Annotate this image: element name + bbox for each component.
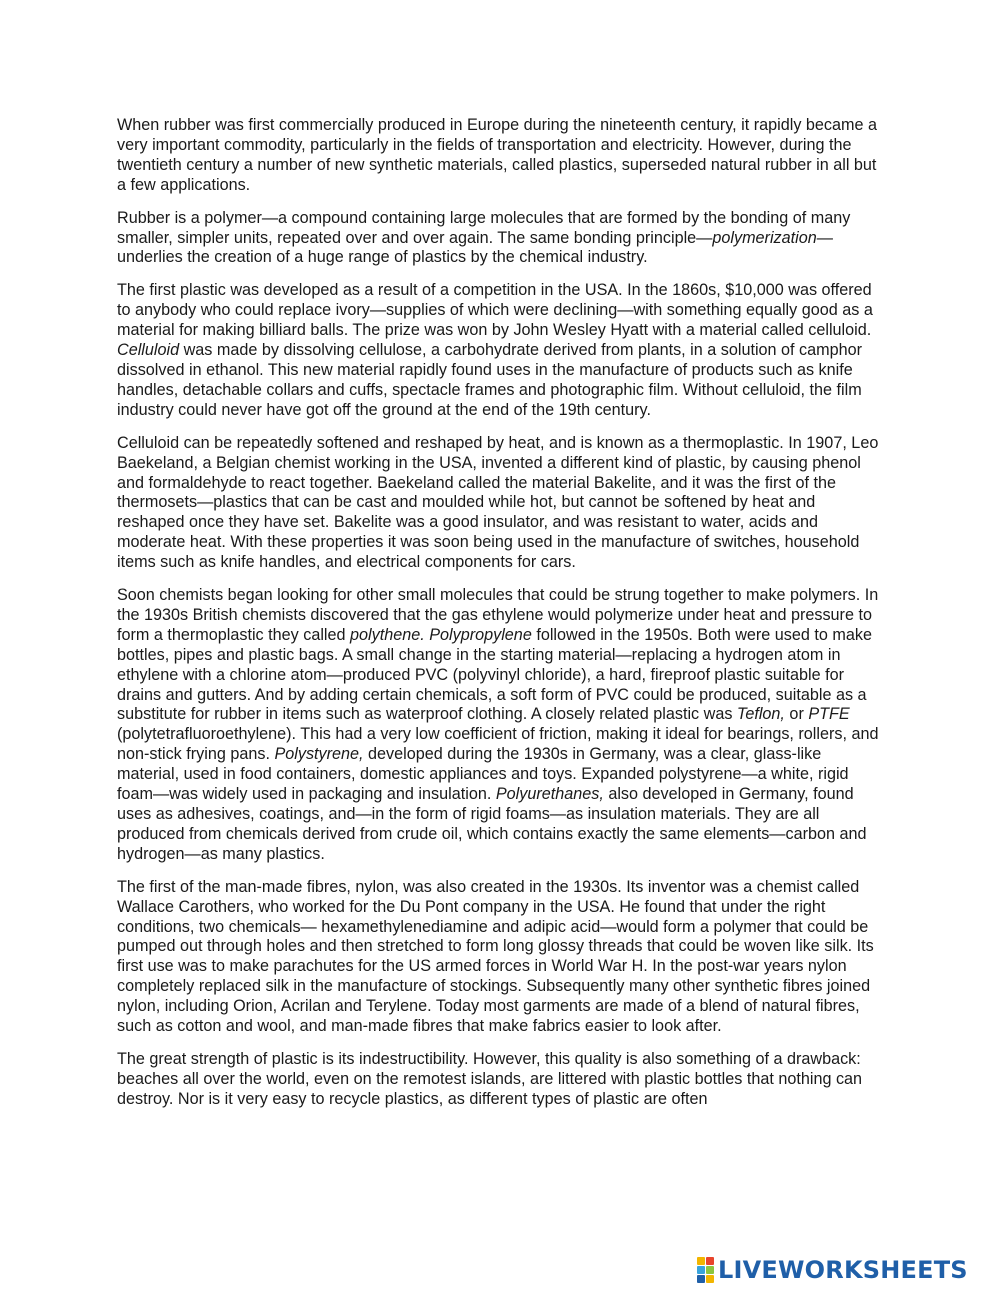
article-body — [117, 116, 885, 1123]
paragraph — [117, 1050, 885, 1110]
italic-term: polymerization — [712, 228, 817, 247]
paragraph — [117, 586, 885, 865]
italic-term: PTFE — [808, 705, 850, 724]
italic-term: Teflon, — [736, 705, 785, 724]
italic-term: polythene. Polypropylene — [350, 625, 532, 644]
text-run: or — [784, 705, 809, 724]
liveworksheets-logo — [697, 1255, 968, 1285]
text-run: Rubber is a polymer—a compound containing large molecules that are formed by the bonding of many smaller, simpler units, repeated over and over again. The same bonding principle— — [117, 208, 851, 247]
text-run: Celluloid can be repeatedly softened and reshaped by heat, and is known as a thermoplastic. In 1907, Leo Baekeland, a Belgian chemist working in the USA, invented a different kind of plastic, by causing phenol and formaldehyde to react together. Baekeland called the material Bakelite, and it was the first of the thermosets—plastics that can be cast and moulded while hot, but cannot be softened by heat and reshaped once they have set. Bakelite was a good insulator, and was resistant to water, acids and moderate heat. With these properties it was soon being used in the manufacture of switches, household items such as knife handles, and electrical components for cars. — [117, 433, 879, 572]
text-run: —underlies the creation of a huge range of plastics by the chemical industry. — [117, 228, 833, 267]
text-run: also developed in Germany, found uses as adhesives, coatings, and—in the form of rigid foams—as insulation materials. They are all produced from chemicals derived from crude oil, which contains exactly the same elements—carbon and hydrogen—as many plastics. — [117, 785, 867, 863]
paragraph — [117, 878, 885, 1037]
italic-term: Polyurethanes, — [495, 785, 604, 804]
text-run: The first plastic was developed as a result of a competition in the USA. In the 1860s, $10,000 was offered to anybody who could replace ivory—supplies of which were declining—with something equally good as a material for making billiard balls. The prize was won by John Wesley Hyatt with a material called celluloid. — [117, 281, 873, 340]
text-run: (polytetrafluoroethylene). This had a very low coefficient of friction, making it ideal for bearings, rollers, and non-stick frying pans. — [117, 725, 879, 764]
brand-name: LIVEWORKSHEETS — [718, 1256, 968, 1284]
text-run: was made by dissolving cellulose, a carbohydrate derived from plants, in a solution of camphor dissolved in ethanol. This new material rapidly found uses in the manufacture of products such as knife handles, detachable collars and cuffs, spectacle frames and photographic film. Without celluloid, the film industry could never have got off the ground at the end of the 19th century. — [117, 341, 863, 419]
text-run: followed in the 1950s. Both were used to make bottles, pipes and plastic bags. A small change in the starting material—replacing a hydrogen atom in ethylene with a chlorine atom—produced PVC (polyvinyl chloride), a hard, fireproof plastic suitable for drains and gutters. And by adding certain chemicals, a soft form of PVC could be produced, suitable as a substitute for rubber in items such as waterproof clothing. A closely related plastic was — [117, 625, 872, 724]
text-run: developed during the 1930s in Germany, was a clear, glass-like material, used in food containers, domestic appliances and toys. Expanded polystyrene—a white, rigid foam—was widely used in packaging and insulation. — [117, 745, 849, 804]
text-run: The great strength of plastic is its indestructibility. However, this quality is also something of a drawback: beaches all over the world, even on the remotest islands, are littered with plastic bottles that nothing can destroy. Nor is it very easy to recycle plastics, as different types of plastic are often — [117, 1049, 863, 1108]
italic-term: Celluloid — [117, 341, 180, 360]
text-run: The first of the man-made fibres, nylon, was also created in the 1930s. Its inventor was a chemist called Wallace Carothers, who worked for the Du Pont company in the USA. He found that under the right conditions, two chemicals— hexamethylenediamine and adipic acid—would form a polymer that could be pumped out through holes and then stretched to form long glossy threads that could be woven like silk. Its first use was to make parachutes for the US armed forces in World War H. In the post-war years nylon completely replaced silk in the manufacture of stockings. Subsequently many other synthetic fibres joined nylon, including Orion, Acrilan and Terylene. Today most garments are made of a blend of natural fibres, such as cotton and wool, and man-made fibres that make fabrics easier to look after. — [117, 877, 874, 1036]
liveworksheets-mark-icon — [697, 1257, 714, 1283]
text-run: Soon chemists began looking for other small molecules that could be strung together to make polymers. In the 1930s British chemists discovered that the gas ethylene would polymerize under heat and pressure to form a thermoplastic they called — [117, 586, 879, 644]
italic-term: Polystyrene, — [274, 745, 364, 764]
paragraph — [117, 434, 885, 573]
paragraph — [117, 281, 885, 420]
paragraph — [117, 209, 885, 269]
text-run: When rubber was first commercially produced in Europe during the nineteenth century, it rapidly became a very important commodity, particularly in the fields of transportation and electricity. However, during the twentieth century a number of new synthetic materials, called plastics, superseded natural rubber in all but a few applications. — [117, 116, 877, 194]
paragraph — [117, 116, 885, 196]
